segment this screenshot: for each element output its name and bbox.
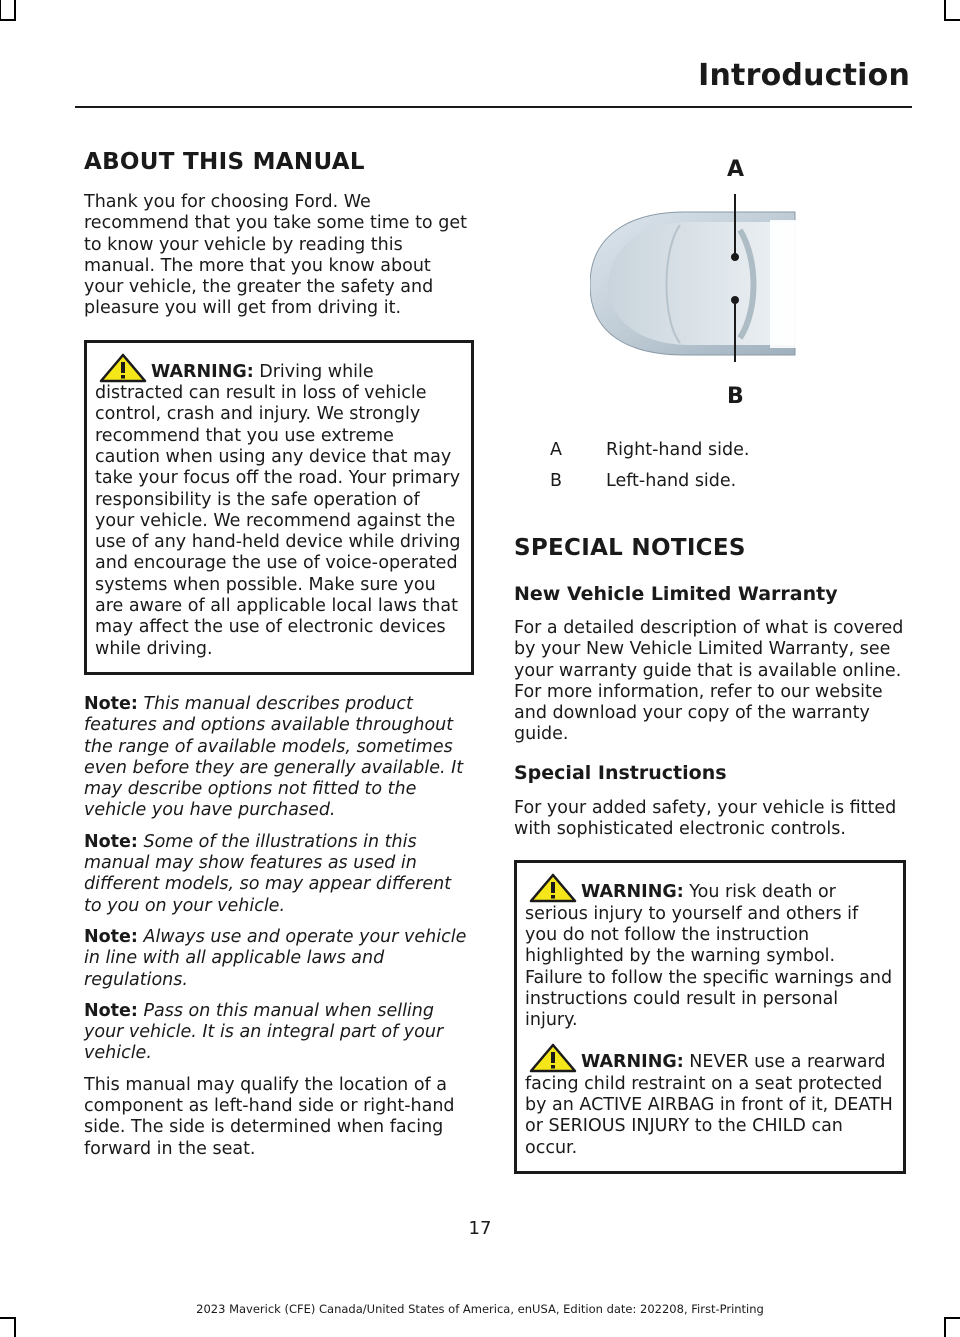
right-column	[514, 530, 906, 1174]
warning-box-distracted	[84, 340, 474, 675]
warning-label: WARNING:	[581, 1052, 684, 1073]
note-paragraph	[84, 1001, 474, 1065]
left-column	[84, 144, 474, 1160]
note-text: Always use and operate your vehicle in line with all applicable laws and regulations.	[84, 926, 467, 990]
warning-label: WARNING:	[581, 882, 684, 903]
note-text: Pass on this manual when selling your vehicle. It is an integral part of your vehicle.	[84, 1000, 444, 1064]
warranty-heading: New Vehicle Limited Warranty	[514, 583, 838, 605]
crop-mark	[944, 1317, 946, 1337]
about-heading: ABOUT THIS MANUAL	[84, 149, 365, 175]
warning-label: WARNING:	[151, 361, 254, 382]
figure-label-a: A	[727, 157, 745, 182]
legend-key: A	[550, 440, 562, 460]
note-label: Note:	[84, 1000, 138, 1021]
legend-text: Left-hand side.	[606, 471, 737, 491]
header-rule	[75, 106, 912, 108]
warning-paragraph	[95, 353, 463, 660]
note-text: Some of the illustrations in this manual may show features as used in different models, so may appear different to you on your vehicle.	[84, 831, 452, 916]
legend-row	[545, 471, 749, 492]
instructions-text: For your added safety, your vehicle is fitted with sophisticated electronic controls.	[514, 797, 897, 840]
side-explanation: This manual may qualify the location of a component as left-hand side or right-hand side. The side is determined when facing forward in the seat.	[84, 1074, 455, 1159]
footer-edition-info: 2023 Maverick (CFE) Canada/United States of America, enUSA, Edition date: 202208, First-Printing	[196, 1302, 764, 1316]
crop-mark	[944, 19, 960, 21]
note-label: Note:	[84, 926, 138, 947]
note-paragraph	[84, 832, 474, 917]
page-title: Introduction	[698, 58, 910, 93]
vehicle-illustration	[590, 150, 810, 420]
legend-text: Right-hand side.	[606, 440, 750, 460]
crop-mark	[0, 0, 1, 20]
crop-mark	[14, 0, 16, 20]
crop-mark	[0, 1317, 16, 1319]
legend-key: B	[550, 471, 563, 491]
warning-triangle-icon	[529, 873, 577, 903]
crop-mark	[14, 1317, 16, 1337]
note-paragraph	[84, 694, 474, 822]
figure-legend	[545, 440, 749, 502]
special-notices-heading: SPECIAL NOTICES	[514, 535, 746, 561]
warranty-text: For a detailed description of what is covered by your New Vehicle Limited Warranty, see your warranty guide that is available online. For more information, refer to our website and download your copy of the warranty guide.	[514, 618, 904, 745]
warning-text: You risk death or serious injury to yourself and others if you do not follow the instruction highlighted by the warning symbol. Failure to follow the specific warnings and instructions could result in personal injury.	[525, 882, 893, 1031]
warning-triangle-icon	[529, 1043, 577, 1073]
note-label: Note:	[84, 693, 138, 714]
legend-row	[545, 440, 749, 461]
instructions-heading: Special Instructions	[514, 761, 727, 784]
crop-mark	[944, 0, 946, 20]
warning-paragraph	[525, 873, 895, 1031]
note-paragraph	[84, 927, 474, 991]
page-number: 17	[468, 1218, 492, 1239]
about-intro: Thank you for choosing Ford. We recommend that you take some time to get to know your vehicle by reading this manual. The more that you know about your vehicle, the greater the safety and pleasure you will get from driving it.	[84, 192, 467, 319]
warning-text: Driving while distracted can result in loss of vehicle control, crash and injury. We strongly recommend that you use extreme caution when using any device that may take your focus off the road. Your primary responsibility is the safe operation of your vehicle. We recommend against the use of any hand-held device while driving and encourage the use of voice-operated systems when possible. Make sure you are aware of all applicable local laws that may affect the use of electronic devices while driving.	[95, 361, 461, 659]
crop-mark	[0, 19, 16, 21]
figure-label-b: B	[727, 384, 744, 409]
warning-triangle-icon	[99, 353, 147, 383]
crop-mark	[944, 1317, 960, 1319]
note-label: Note:	[84, 831, 138, 852]
warning-box-special	[514, 860, 906, 1174]
warning-paragraph	[525, 1043, 895, 1158]
warning-text: NEVER use a rearward facing child restraint on a seat protected by an ACTIVE AIRBAG in front of it, DEATH or SERIOUS INJURY to the CHILD can occur.	[525, 1052, 893, 1158]
vehicle-top-view-figure	[590, 150, 810, 420]
note-text: This manual describes product features and options available throughout the range of available models, sometimes even before they are generally available. It may describe options not fitted to the vehicle you have purchased.	[84, 693, 464, 821]
